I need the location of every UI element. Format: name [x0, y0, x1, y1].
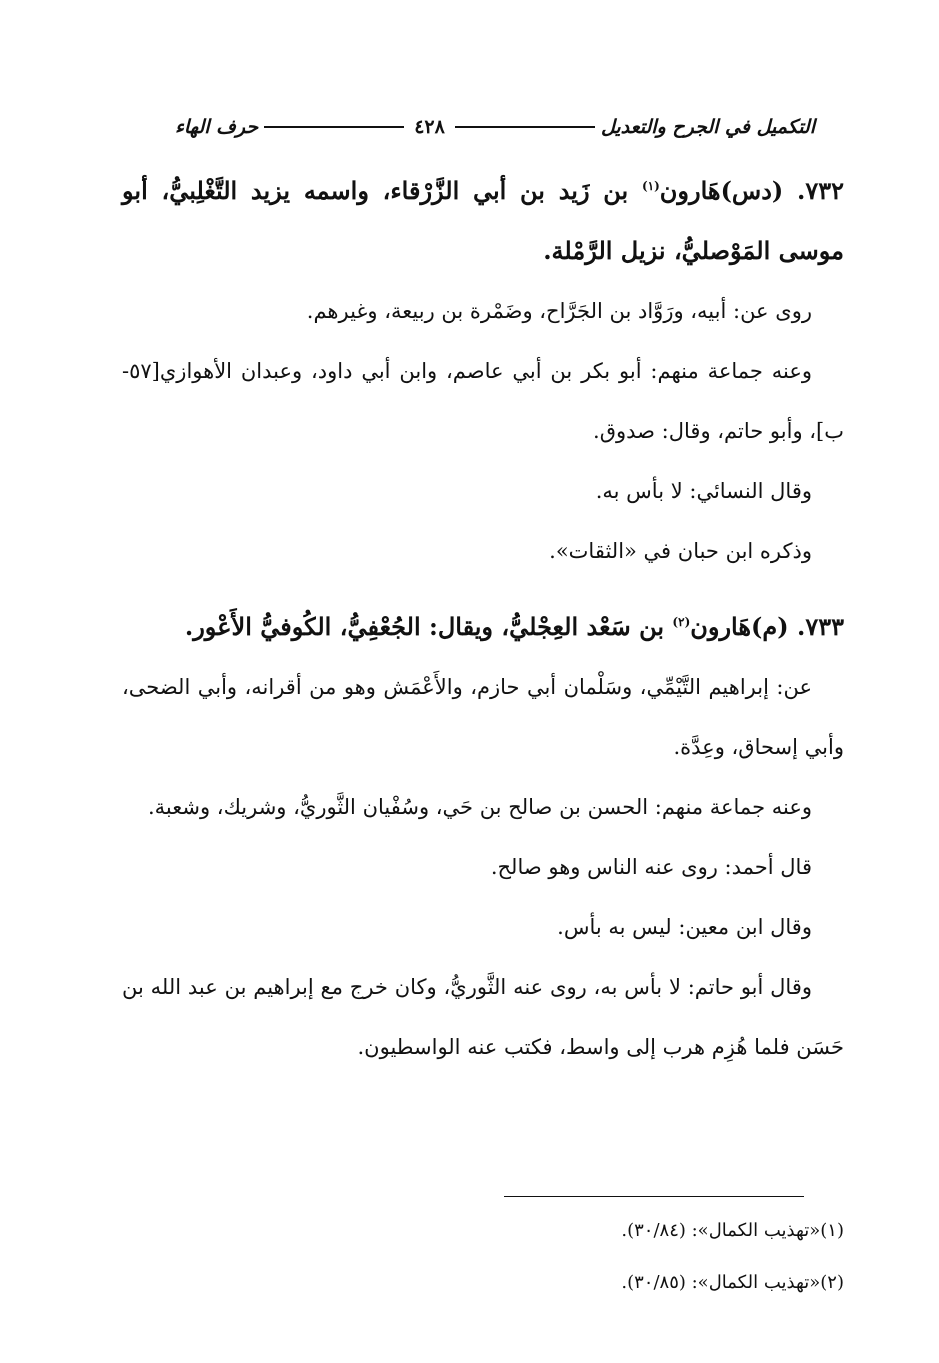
header-rule [455, 126, 595, 128]
section-title: حرف الهاء [174, 116, 259, 138]
paragraph: عن: إبراهيم التَّيْمِّي، وسَلْمان أبي حازم، والأَعْمَش وهو من أقرانه، وأبي الضحى، وأبي إسحاق، وعِدَّة. [122, 675, 844, 759]
paragraph: وقال النسائي: لا بأس به. [595, 479, 812, 503]
footnote-2: (٢)«تهذيب الكمال»: (٣٠/٨٥). [621, 1272, 844, 1293]
paragraph: وذكره ابن حبان في «الثقات». [549, 539, 812, 563]
paragraph: روى عن: أبيه، ورَوَّاد بن الجَرَّاح، وضَمْرة بن ربيعة، وغيرهم. [306, 299, 812, 323]
entry-title-rest: بن زَيد بن أبي الزَّرْقاء، واسمه يزيد التَّغْلِبيُّ، أبو موسى المَوْصليُّ، نزيل الرَّمْلة. [122, 176, 844, 265]
entry-name: هَارون [690, 612, 752, 641]
paragraph: وعنه جماعة منهم: الحسن بن صالح بن حَي، وسُفْيان الثَّوريُّ، وشريك، وشعبة. [147, 795, 812, 819]
entry-title [122, 592, 844, 657]
footnote-ref: (١) [641, 179, 660, 193]
paragraph: وعنه جماعة منهم: أبو بكر بن أبي عاصم، وابن أبي داود، وعبدان الأهوازي[٥٧-ب]، وأبو حاتم، وقال: صدوق. [122, 359, 844, 443]
entry-733 [122, 592, 844, 1077]
paragraph: وقال ابن معين: ليس به بأس. [557, 915, 812, 939]
entry-title-rest: بن سَعْد العِجْليُّ، ويقال: الجُعْفِيُّ، الكُوفيُّ الأَعْور. [184, 612, 665, 641]
book-title: التكميل في الجرح والتعديل [600, 116, 815, 138]
paragraph: وقال أبو حاتم: لا بأس به، روى عنه الثَّوريُّ، وكان خرج مع إبراهيم بن عبد الله بن حَسَن فلما هُزِم هرب إلى واسط، فكتب عنه الواسطيون. [122, 975, 844, 1059]
entry-codes: (م) [751, 612, 789, 641]
running-header [175, 110, 815, 144]
page-number: ٤٢٨ [414, 116, 445, 138]
header-rule [264, 126, 404, 128]
footnote-separator [504, 1196, 804, 1197]
entry-732 [122, 156, 844, 581]
entry-codes: (دس) [720, 176, 784, 205]
footnote-1: (١)«تهذيب الكمال»: (٣٠/٨٤). [621, 1220, 844, 1241]
paragraph: قال أحمد: روى عنه الناس وهو صالح. [490, 855, 812, 879]
entry-name: هَارون [659, 176, 721, 205]
entry-number: ٧٣٣. [796, 612, 844, 641]
entry-title [122, 156, 844, 281]
footnote-ref: (٢) [672, 615, 691, 629]
entry-number: ٧٣٢. [796, 176, 845, 205]
